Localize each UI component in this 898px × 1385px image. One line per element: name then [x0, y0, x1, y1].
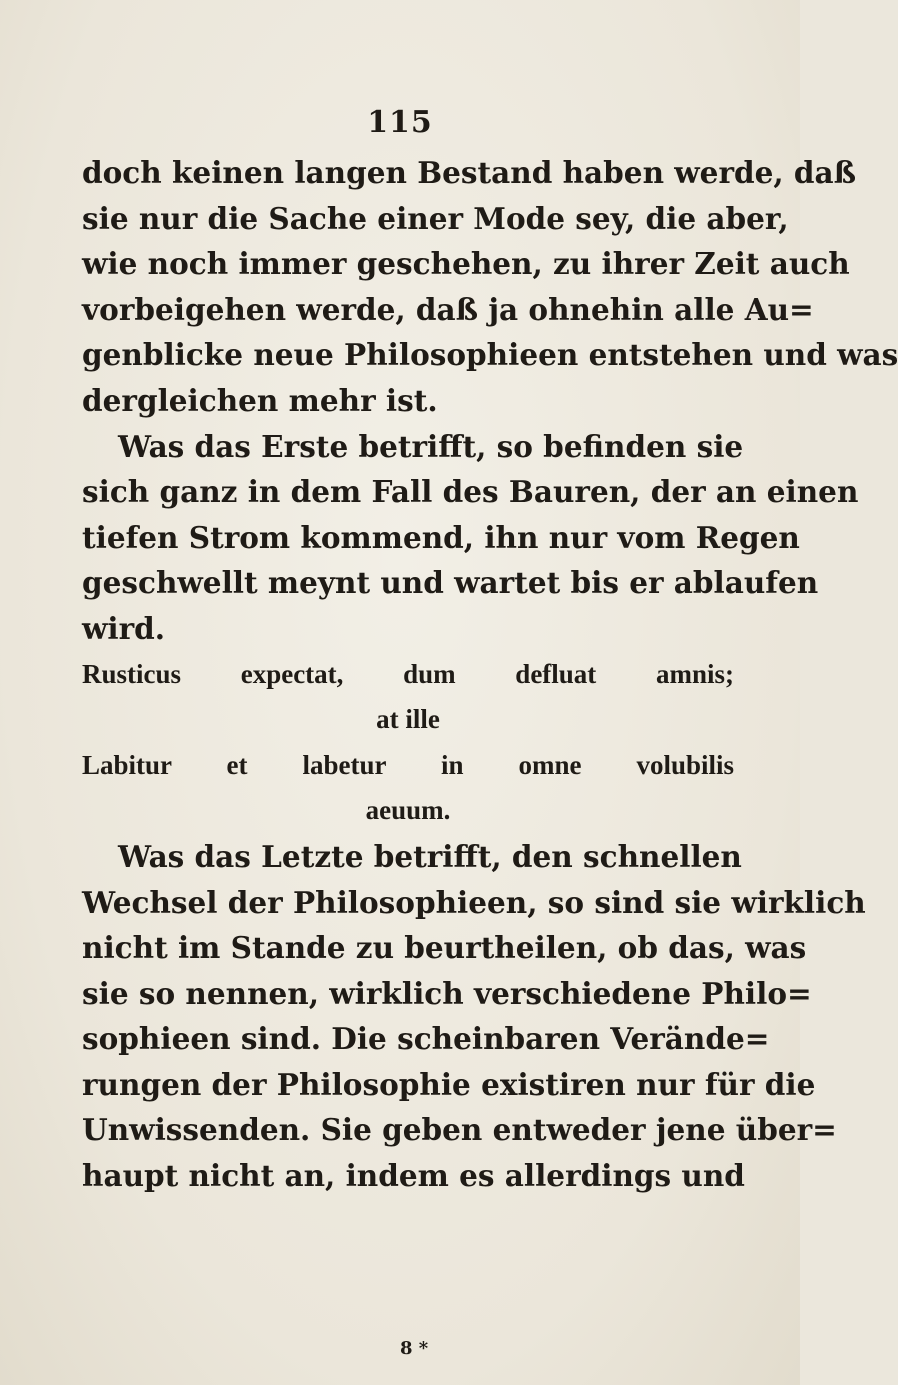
page-number: 115 — [367, 105, 433, 140]
body-text — [82, 150, 898, 1199]
text-line: Unwissenden. Sie geben entweder jene über= — [82, 1112, 837, 1148]
text-line: Was das Letzte betrifft, den schnellen — [118, 838, 742, 874]
latin-quote-line: at ille — [376, 704, 440, 735]
latin-quote-line: Rusticus expectat, dum defluat amnis; — [82, 658, 734, 689]
text-line: haupt nicht an, indem es allerdings und — [82, 1158, 745, 1194]
latin-quote-line: Labitur et labetur in omne volubilis — [82, 749, 734, 780]
text-line: wird. — [82, 610, 166, 646]
text-line: geschwellt meynt und wartet bis er ablaufen — [82, 565, 819, 601]
text-line: genblicke neue Philosophieen entstehen und was — [82, 337, 898, 373]
text-line: dergleichen mehr ist. — [82, 382, 438, 418]
text-line: vorbeigehen werde, daß ja ohnehin alle Au= — [82, 291, 814, 327]
text-line: tiefen Strom kommend, ihn nur vom Regen — [82, 519, 800, 555]
text-line: Was das Erste betrifft, so befinden sie — [118, 428, 744, 464]
text-line: sie nur die Sache einer Mode sey, die aber, — [82, 200, 789, 236]
text-line: sophieen sind. Die scheinbaren Verände= — [82, 1021, 770, 1057]
text-line: wie noch immer geschehen, zu ihrer Zeit auch — [82, 246, 850, 282]
text-line: doch keinen langen Bestand haben werde, daß — [82, 155, 857, 190]
text-line: rungen der Philosophie existiren nur für die — [82, 1066, 816, 1102]
latin-quote-line: aeuum. — [365, 795, 451, 826]
text-line: nicht im Stande zu beurtheilen, ob das, was — [82, 930, 807, 966]
text-line: sich ganz in dem Fall des Bauren, der an einen — [82, 474, 859, 510]
signature-mark: 8 * — [400, 1338, 429, 1359]
text-line: sie so nennen, wirklich verschiedene Philo= — [82, 975, 812, 1011]
text-line: Wechsel der Philosophieen, so sind sie wirklich — [82, 884, 866, 920]
